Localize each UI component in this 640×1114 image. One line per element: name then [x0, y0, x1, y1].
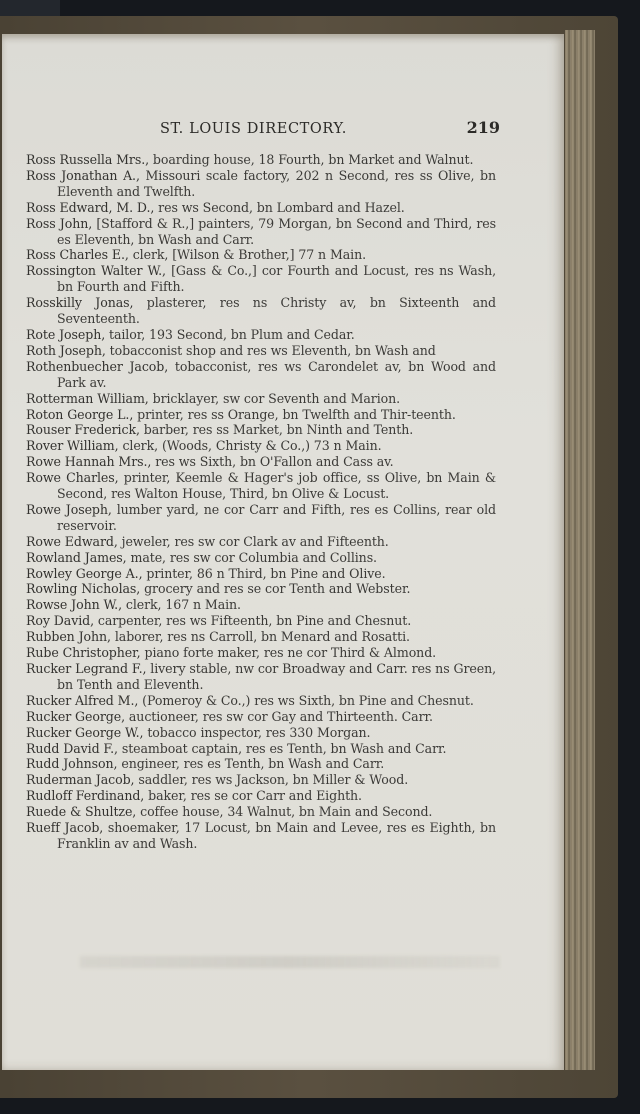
directory-entry — [26, 200, 496, 216]
entry-name: Rowe Edward, — [26, 533, 118, 549]
entry-details: livery stable, nw cor Broadway and Carr. res ns Green, bn Tenth and Eleventh. — [57, 661, 496, 692]
entry-name: Ruede & Shultze, — [26, 804, 137, 820]
directory-entry — [26, 295, 496, 327]
entry-name: Ross Charles E., — [26, 247, 129, 263]
entry-name: Rubben John, — [26, 629, 111, 645]
directory-entry — [26, 247, 496, 263]
entry-name: Rucker Legrand F., — [26, 661, 147, 676]
entry-details: res ws Second, bn Lombard and Hazel. — [154, 199, 405, 215]
entry-details: boarding house, 18 Fourth, bn Market and Walnut. — [149, 152, 474, 167]
entry-details: carpenter, res ws Fifteenth, bn Pine and Chesnut. — [94, 613, 412, 629]
directory-entry — [26, 534, 496, 550]
entry-name: Roy David, — [26, 613, 94, 629]
directory-entry — [26, 581, 496, 597]
entry-details: clerk, (Woods, Christy & Co.,) 73 n Main. — [118, 438, 382, 454]
directory-entry — [26, 422, 496, 438]
entry-name: Rover William, — [26, 438, 119, 454]
page-edges — [565, 30, 595, 1070]
directory-entry — [26, 168, 496, 200]
entry-name: Rothenbuecher Jacob, — [26, 358, 169, 374]
entry-details: [Stafford & R.,] painters, 79 Morgan, bn Second and Third, res es Eleventh, bn Wash and Carr. — [57, 215, 496, 247]
directory-entry — [26, 645, 496, 661]
entry-name: Rucker George, — [26, 708, 125, 724]
entry-details: res ws Sixth, bn O'Fallon and Cass av. — [151, 454, 394, 470]
entry-name: Rucker Alfred M., — [26, 692, 139, 708]
entry-details: Missouri scale factory, 202 n Second, res ss Olive, bn Eleventh and Twelfth. — [57, 167, 496, 199]
entry-details: tobacco inspector, res 330 Morgan. — [143, 724, 371, 740]
entry-name: Ross Jonathan A., — [26, 167, 140, 183]
entry-details: grocery and res se cor Tenth and Webster. — [140, 581, 411, 597]
directory-entry — [26, 502, 496, 534]
entry-name: Ruderman Jacob, — [26, 772, 135, 788]
directory-entry — [26, 725, 496, 741]
entry-details: saddler, res ws Jackson, bn Miller & Wood. — [134, 772, 409, 788]
directory-entry — [26, 756, 496, 772]
entry-details: jeweler, res sw cor Clark av and Fifteenth. — [117, 533, 389, 549]
entry-details: shoemaker, 17 Locust, bn Main and Levee, res es Eighth, bn Franklin av and Wash. — [57, 820, 496, 851]
entry-details: [Gass & Co.,] cor Fourth and Locust, res ns Wash, bn Fourth and Fifth. — [57, 263, 496, 295]
running-title: ST. LOUIS DIRECTORY. — [160, 121, 347, 137]
entry-details: baker, res se cor Carr and Eighth. — [144, 788, 362, 804]
directory-entry — [26, 391, 496, 407]
entry-details: tobacconist, res ws Carondelet av, bn Wood and Park av. — [57, 358, 496, 390]
entry-name: Rube Christopher, — [26, 645, 141, 661]
directory-entry — [26, 327, 496, 343]
entry-name: Rowe Joseph, — [26, 501, 112, 517]
entry-name: Ross Russella Mrs., — [26, 152, 150, 167]
directory-entry — [26, 820, 496, 852]
page-number: 219 — [466, 118, 500, 137]
directory-entry — [26, 550, 496, 566]
directory-entry — [26, 470, 496, 502]
entry-name: Rossington Walter W., — [26, 263, 166, 279]
entry-details: plasterer, res ns Christy av, bn Sixteenth and Seventeenth. — [57, 295, 496, 327]
directory-entry — [26, 804, 496, 820]
directory-entry — [26, 216, 496, 248]
directory-entry — [26, 438, 496, 454]
entry-details: barber, res ss Market, bn Ninth and Tenth. — [139, 422, 414, 438]
entry-name: Rueff Jacob, — [26, 820, 104, 836]
entry-details: clerk, 167 n Main. — [121, 597, 241, 613]
entry-details: engineer, res es Tenth, bn Wash and Carr. — [117, 756, 385, 772]
entry-name: Rosskilly Jonas, — [26, 295, 134, 311]
directory-entry — [26, 454, 496, 470]
entry-details: printer, 86 n Third, bn Pine and Olive. — [142, 565, 386, 581]
entry-details: bricklayer, sw cor Seventh and Marion. — [148, 390, 401, 406]
entry-name: Rouser Frederick, — [26, 422, 140, 438]
entry-name: Rotterman William, — [26, 390, 149, 406]
entry-details: mate, res sw cor Columbia and Collins. — [126, 549, 377, 565]
entry-details: clerk, [Wilson & Brother,] 77 n Main. — [128, 247, 367, 263]
entry-name: Rote Joseph, — [26, 326, 106, 342]
directory-entry — [26, 772, 496, 788]
entry-name: Rowe Charles, — [26, 470, 119, 486]
entry-name: Rowse John W., — [26, 597, 122, 613]
directory-entry — [26, 788, 496, 804]
entry-details: (Pomeroy & Co.,) res ws Sixth, bn Pine and Chesnut. — [138, 692, 474, 708]
entry-details: tobacconist shop and res ws Eleventh, bn Wash and — [105, 342, 436, 358]
entry-name: Ross Edward, M. D., — [26, 199, 155, 215]
entry-details: steamboat captain, res es Tenth, bn Wash and Carr. — [117, 740, 447, 756]
show-through-text — [80, 956, 500, 968]
entry-details: printer, Keemle & Hager's job office, ss Olive, bn Main & Second, res Walton House, Third, bn Olive & Locust. — [57, 470, 496, 502]
directory-entry — [26, 359, 496, 391]
entry-details: laborer, res ns Carroll, bn Menard and Rosatti. — [110, 629, 410, 645]
directory-entry — [26, 263, 496, 295]
directory-entry — [26, 597, 496, 613]
entry-name: Rudd David F., — [26, 740, 118, 756]
directory-entry — [26, 661, 496, 693]
directory-entry — [26, 741, 496, 757]
directory-entry — [26, 152, 496, 168]
entry-details: printer, res ss Orange, bn Twelfth and Thir-teenth. — [133, 406, 456, 422]
entry-details: piano forte maker, res ne cor Third & Almond. — [140, 645, 437, 661]
directory-entry — [26, 343, 496, 359]
directory-entry — [26, 709, 496, 725]
entry-name: Rudloff Ferdinand, — [26, 788, 145, 804]
entry-details: tailor, 193 Second, bn Plum and Cedar. — [105, 326, 355, 342]
directory-entries — [26, 152, 496, 852]
directory-entry — [26, 566, 496, 582]
directory-entry — [26, 693, 496, 709]
entry-name: Rowland James, — [26, 549, 127, 565]
running-head — [160, 118, 500, 137]
entry-details: coffee house, 34 Walnut, bn Main and Second. — [136, 804, 433, 820]
directory-entry — [26, 407, 496, 423]
entry-name: Rowe Hannah Mrs., — [26, 454, 152, 470]
entry-name: Roton George L., — [26, 406, 134, 422]
entry-name: Rowling Nicholas, — [26, 581, 141, 597]
directory-entry — [26, 629, 496, 645]
entry-name: Ross John, — [26, 215, 93, 231]
entry-details: auctioneer, res sw cor Gay and Thirteenth. Carr. — [125, 708, 433, 724]
entry-name: Rowley George A., — [26, 565, 143, 581]
entry-details: lumber yard, ne cor Carr and Fifth, res es Collins, rear old reservoir. — [57, 501, 496, 533]
entry-name: Rucker George W., — [26, 724, 144, 740]
directory-entry — [26, 613, 496, 629]
entry-name: Rudd Johnson, — [26, 756, 118, 772]
entry-name: Roth Joseph, — [26, 342, 106, 358]
